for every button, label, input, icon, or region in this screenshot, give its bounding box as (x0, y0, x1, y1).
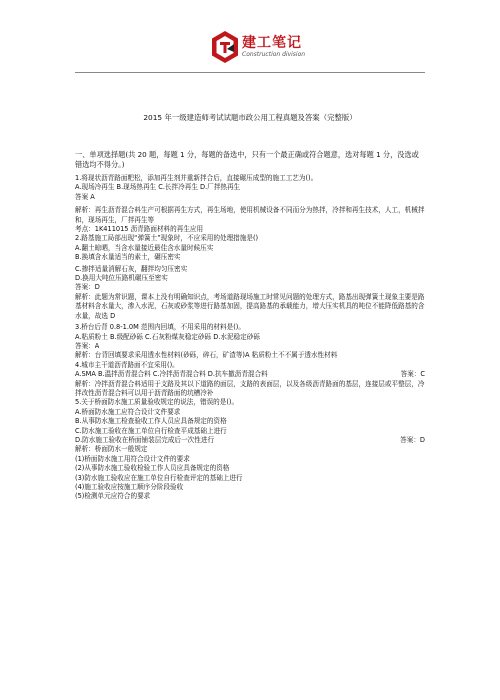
question-2-option-c: C.掺拌适量消解石灰，翻拌均匀压密实 (75, 264, 188, 273)
brand-subtitle: Construction division (242, 51, 306, 58)
brand-logo-icon (210, 30, 240, 64)
question-1-answer: 答案 A (75, 192, 95, 201)
question-3-analysis: 解析：台背回填要求采用透水性材料(砂砾，碎石，矿渣等)A 粘质粉土不不属于透水性材料 (75, 351, 338, 360)
analysis-item-1: (1)桥面防水施工用符合设计文件的要求 (75, 454, 190, 463)
question-4: 4.城市主干道沥青路面不宜采用()。 (75, 360, 179, 369)
question-4-options-line (75, 370, 425, 379)
question-2-option-d: D.换用大吨位压路机碾压至密实 (75, 274, 168, 283)
question-3: 3.桥台后背 0.8-1.0M 范围内回填，不用采用的材料是()。 (75, 323, 245, 332)
question-1-options: A.现场冷再生 B.现场热再生 C.长拌冷再生 D.厂拌热再生 (75, 183, 241, 192)
question-5-option-a: A.桥面防水施工应符合设计文件要求 (75, 407, 181, 416)
question-1-topic: 考点：1K411015 沥青路面材料的再生应用 (75, 225, 204, 234)
document-title: 2015 年一级建造师考试试题市政公用工程真题及答案（完整版） (143, 113, 357, 122)
question-5-option-d-line (75, 436, 425, 445)
analysis-item-5: (5)检测单元应符合的要求 (75, 492, 151, 501)
question-5-answer: 答案：D (400, 435, 425, 444)
question-3-answer: 答案：A (75, 341, 100, 350)
brand-name: 建工笔记 (242, 35, 302, 51)
document-body (75, 150, 425, 502)
question-3-options: A.粘质粉土 B.级配砂砾 C.石灰粉煤灰稳定砂砾 D.水泥稳定砂砾 (75, 332, 260, 341)
question-4-options: A.SMA B.温拌沥青混合料 C.冷拌沥青混合料 D.抗车撤沥青混合料 (75, 370, 268, 379)
analysis-item-4: (4)施工验收应按施工顺序分阶段验收 (75, 483, 184, 491)
question-5-option-b: B.从事防水施工检查验收工作人员应具备规定的资格 (75, 417, 227, 426)
analysis-item-2: (2)从事防水施工验收检验工作人员应具备规定的资格 (75, 464, 230, 473)
question-5: 5.关于桥面防水施工质量验收规定的说法，错误的是()。 (75, 398, 239, 407)
question-4-answer: 答案：C (400, 370, 425, 379)
section-heading: 一、单项选择题(共 20 题，每题 1 分，每题的备选中，只有一个最正确或符合题意，选对每题 1 分，没选或错选均不得分。) (75, 150, 419, 169)
question-2-option-b: B.换填含水量适当的素土，碾压密实 (75, 253, 181, 262)
question-4-analysis: 解析：冷拌沥青混合料适用于支路及其以下道路的面层，支路的表面层，以及各级沥青路面的基层，连接层或平整层，冷拌改性沥青混合料可以用于沥青路面的坑槽冷补 (75, 379, 425, 397)
question-2-analysis: 解析：此题为常识题，课本上没有明确知识点，考场道路现场施工时常见问题的处理方式，路基出现弹簧土现象主要是路基材料含水量大，渗入水泥，石灰或砂浆等进行路基加固，提高路基的承载能力，增大压实机具的吨位不能降低路基的含水量，故选 D (75, 292, 425, 320)
question-1-analysis: 解析：再生沥青混合料生产可根据再生方式，再生场地，使用机械设备不同而分为热拌，冷拌和再生技术，人工，机械拌和，现场再生，厂拌再生等 (75, 206, 425, 224)
question-2-answer: 答案：D (75, 283, 100, 292)
question-1: 1.将现状沥青路面粑松，添加再生剂并重新拌合后，直接碾压成型的施工工艺为()。 (75, 174, 318, 182)
question-5-analysis: 解析：桥面防水一般规定 (75, 445, 148, 454)
question-2: 2.路基施工局部出现“弹簧土”现象时，不应采用的处理措施是() (75, 234, 259, 243)
question-2-option-a: A.翻土晾晒，当含水量接近最佳含水量时候压实 (75, 243, 214, 252)
header-divider (75, 72, 425, 73)
question-5-option-d: D.防水施工验收在桥面铺装层完成后一次性进行 (75, 435, 215, 444)
brand-logo (210, 30, 320, 66)
question-5-option-c: C.防水施工验收在施工单位自行检查平成基础上进行 (75, 426, 227, 435)
analysis-item-3: (3)防水施工验收应在施工单位自行检查评定的基础上进行 (75, 473, 243, 482)
